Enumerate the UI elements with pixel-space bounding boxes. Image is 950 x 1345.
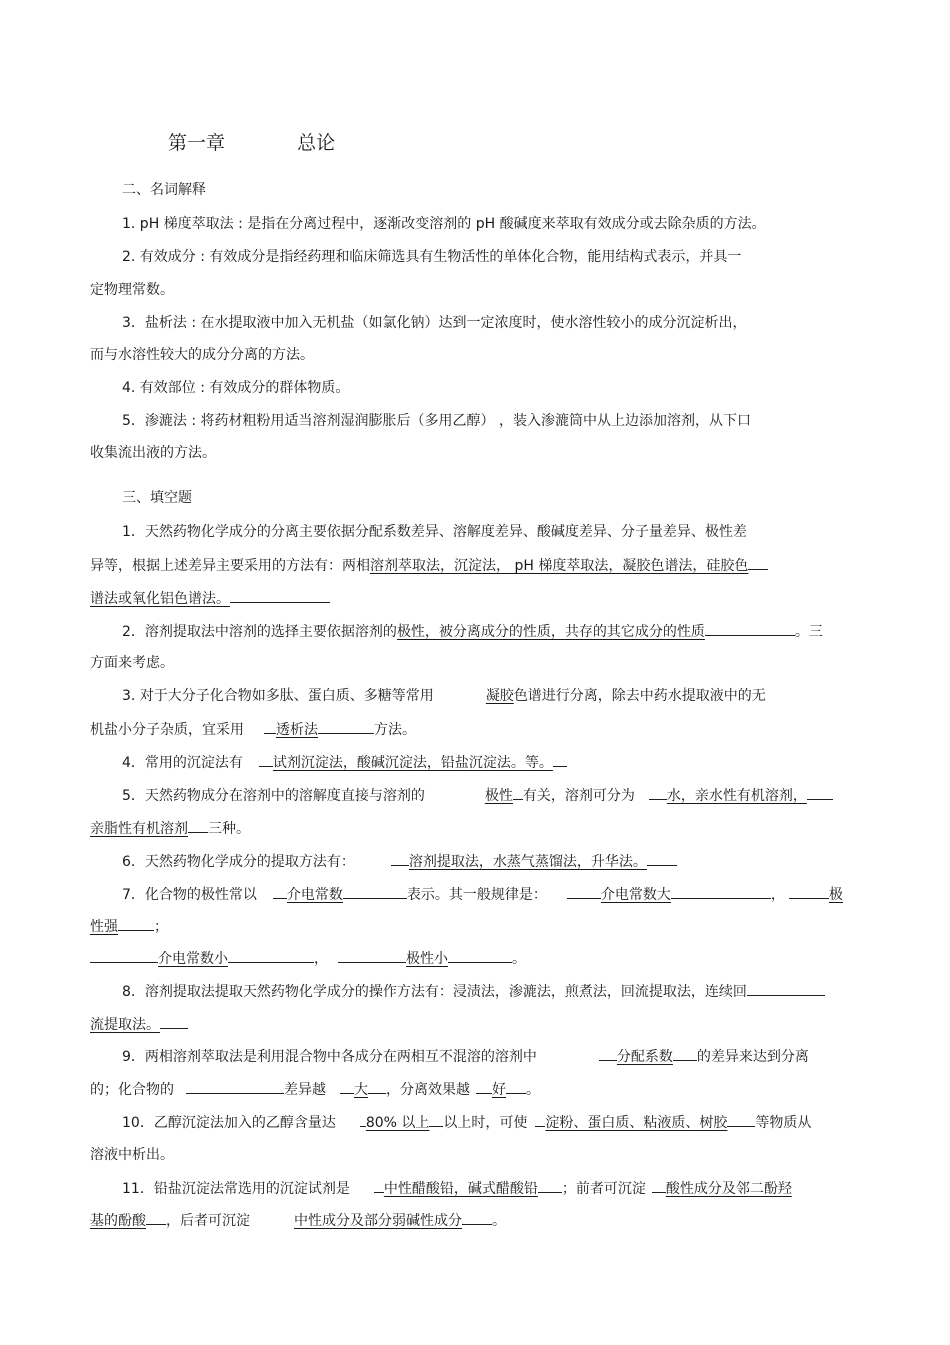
fill-q1-answer: 溶剂萃取法，沉淀法， pH 梯度萃取法，凝胶色谱法，硅胶色 — [370, 558, 749, 574]
term-item-2-cont: 定物理常数。 — [90, 282, 174, 298]
fill-q6 — [122, 851, 677, 872]
fill-q2-cont: 方面来考虑。 — [90, 655, 174, 671]
fill-q9 — [122, 1046, 809, 1067]
fill-q5-prefix: 5．天然药物成分在溶剂中的溶解度直接与溶剂的 — [122, 788, 425, 804]
blank-line — [391, 851, 409, 866]
blank-line — [160, 1014, 188, 1029]
section-heading-terms: 二、名词解释 — [122, 182, 206, 198]
blank-line — [374, 1178, 384, 1193]
fill-q3 — [122, 686, 766, 706]
fill-q10-mid: 以上时，可使 — [443, 1115, 528, 1131]
fill-q1: 1．天然药物化学成分的分离主要依据分配系数差异、溶解度差异、酸碱度差异、分子量差异、极性差 — [122, 524, 747, 540]
fill-q11-mid: ；前者可沉淀 — [561, 1181, 646, 1197]
fill-q9-answer-3: 好 — [492, 1082, 506, 1098]
blank-line — [259, 752, 273, 767]
term-item-1: 1. pH 梯度萃取法 : 是指在分离过程中，逐渐改变溶剂的 pH 酸碱度来萃取有效成分或去除杂质的方法。 — [122, 216, 766, 232]
blank-line — [506, 1079, 526, 1094]
fill-q7-answer-3-cont: 性强 — [90, 919, 118, 935]
fill-q7-answer-1: 介电常数 — [286, 887, 343, 903]
blank-line — [705, 621, 795, 636]
fill-q5-line2 — [90, 818, 250, 839]
fill-q10-prefix: 10．乙醇沉淀法加入的乙醇含量达 — [122, 1115, 336, 1131]
blank-line — [747, 981, 825, 996]
fill-q6-prefix: 6．天然药物化学成分的提取方法有： — [122, 854, 355, 870]
fill-q7-mid: 表示。其一般规律是： — [406, 887, 547, 903]
fill-q8-prefix: 8．溶剂提取法提取天然药物化学成分的操作方法有：浸渍法，渗漉法，煎煮法，回流提取法，连续回 — [122, 984, 747, 1000]
term-item-4: 4. 有效部位 : 有效成分的群体物质。 — [122, 380, 350, 396]
blank-line — [671, 884, 771, 899]
blank-line — [553, 752, 567, 767]
section-heading-fill: 三、填空题 — [122, 490, 192, 506]
fill-q11-mid-2: ，后者可沉淀 — [166, 1213, 250, 1229]
fill-q9-prefix-2: 的；化合物的 — [90, 1082, 174, 1098]
fill-q9-answer-2: 大 — [354, 1082, 368, 1098]
fill-q3-line2 — [90, 719, 416, 740]
fill-q10-answer-2: 淀粉、蛋白质、粘液质、树胶 — [545, 1115, 728, 1131]
blank-line — [188, 818, 208, 833]
fill-q7-answer-2: 介电常数大 — [600, 887, 671, 903]
blank-line — [647, 851, 677, 866]
fill-q5-answer-3: 亲脂性有机溶剂 — [90, 821, 188, 837]
fill-q11 — [122, 1178, 792, 1199]
term-item-3: 3．盐析法 : 在水提取液中加入无机盐（如氯化钠）达到一定浓度时，使水溶性较小的成分沉淀析出， — [122, 315, 747, 331]
fill-q11-answer-1: 中性醋酸铅，碱式醋酸铅 — [383, 1181, 538, 1197]
blank-line — [652, 1178, 666, 1193]
blank-line — [338, 948, 406, 963]
blank-line — [538, 1178, 562, 1193]
blank-line — [807, 785, 833, 800]
fill-q3-answer-2: 透析法 — [276, 722, 318, 738]
blank-line — [789, 884, 829, 899]
fill-q11-line2 — [90, 1210, 506, 1231]
fill-q5-answer-2: 水，亲水性有机溶剂， — [666, 788, 807, 804]
fill-q7-prefix: 7．化合物的极性常以 — [122, 887, 257, 903]
fill-q11-answer-2: 酸性成分及邻二酚羟 — [665, 1181, 792, 1197]
fill-q5 — [122, 785, 833, 806]
chapter-title — [168, 130, 335, 156]
fill-q7-answer-5: 极性小 — [406, 951, 448, 967]
blank-line — [567, 884, 601, 899]
fill-q8 — [122, 981, 825, 1002]
blank-line — [513, 785, 523, 800]
blank-line — [146, 1210, 166, 1225]
fill-q9-mid-2: ，分离效果越 — [386, 1082, 470, 1098]
fill-q2-suffix: 。三 — [794, 624, 823, 640]
fill-q4 — [122, 752, 567, 773]
term-item-5-cont: 收集流出液的方法。 — [90, 445, 216, 461]
fill-q1-line3 — [90, 588, 330, 609]
blank-line — [368, 1079, 386, 1094]
fill-q7-answer-3: 极 — [828, 887, 843, 903]
blank-line — [476, 1079, 492, 1094]
blank-line — [448, 948, 512, 963]
fill-q7-line2 — [90, 916, 168, 937]
fill-q11-prefix: 11．铅盐沉淀法常选用的沉淀试剂是 — [122, 1181, 350, 1197]
fill-q8-answer: 流提取法。 — [90, 1017, 160, 1033]
fill-q5-answer-1: 极性 — [484, 788, 513, 804]
chapter-number: 第一章 — [168, 132, 226, 154]
fill-q9-line2 — [90, 1079, 540, 1100]
fill-q4-answer: 试剂沉淀法，酸碱沉淀法，铅盐沉淀法。等。 — [272, 755, 553, 771]
blank-line — [649, 785, 667, 800]
blank-line — [343, 884, 407, 899]
blank-line — [429, 1112, 443, 1127]
fill-q9-answer: 分配系数 — [616, 1049, 673, 1065]
blank-line — [340, 1079, 354, 1094]
term-item-5: 5．渗漉法 : 将药材粗粉用适当溶剂湿润膨胀后（多用乙醇） ，装入渗漉筒中从上边添加溶剂，从下口 — [122, 413, 751, 429]
blank-line — [118, 916, 154, 931]
fill-q7-comma: ， — [770, 887, 785, 903]
blank-line — [599, 1046, 617, 1061]
fill-q5-suffix: 三种。 — [208, 821, 250, 837]
fill-q5-mid: 有关，溶剂可分为 — [522, 788, 635, 804]
blank-line — [748, 555, 768, 570]
fill-q9-suffix: 的差异来达到分离 — [696, 1049, 809, 1065]
blank-line — [264, 719, 276, 734]
fill-q2-answer: 极性，被分离成分的性质，共存的其它成分的性质 — [396, 624, 705, 640]
chapter-name: 总论 — [297, 132, 336, 154]
fill-q9-mid: 差异越 — [284, 1082, 326, 1098]
fill-q3-suffix: 方法。 — [374, 722, 416, 738]
blank-line — [462, 1210, 492, 1225]
fill-q7-comma-2: ， — [314, 951, 328, 967]
fill-q3-prefix-2: 机盐小分子杂质，宜采用 — [90, 722, 244, 738]
fill-q1-answer-cont: 谱法或氧化铝色谱法。 — [90, 591, 230, 607]
fill-q1-line2 — [90, 555, 768, 576]
blank-line — [230, 588, 330, 603]
fill-q11-period: 。 — [492, 1213, 506, 1229]
blank-line — [228, 948, 314, 963]
fill-q10-answer-1: 80% 以上 — [365, 1115, 430, 1131]
fill-q7-answer-4: 介电常数小 — [158, 951, 228, 967]
fill-q7 — [122, 884, 843, 905]
fill-q9-prefix: 9．两相溶剂萃取法是利用混合物中各成分在两相互不混溶的溶剂中 — [122, 1049, 537, 1065]
fill-q7-line3 — [90, 948, 526, 969]
fill-q7-period: 。 — [512, 951, 526, 967]
blank-line — [727, 1112, 755, 1127]
fill-q2-prefix: 2．溶剂提取法中溶剂的选择主要依据溶剂的 — [122, 624, 397, 640]
blank-line — [273, 884, 287, 899]
fill-q11-answer-3: 中性成分及部分弱碱性成分 — [294, 1213, 462, 1229]
fill-q7-semicolon: ； — [154, 919, 168, 935]
fill-q9-period: 。 — [526, 1082, 540, 1098]
blank-line — [318, 719, 374, 734]
term-item-3-cont: 而与水溶性较大的成分分离的方法。 — [90, 347, 314, 363]
blank-line — [90, 948, 158, 963]
fill-q6-answer: 溶剂提取法，水蒸气蒸馏法，升华法。 — [408, 854, 647, 870]
fill-q10-cont: 溶液中析出。 — [90, 1147, 174, 1163]
blank-line — [535, 1112, 545, 1127]
blank-line — [186, 1079, 284, 1094]
fill-q10-suffix: 等物质从 — [755, 1115, 812, 1131]
fill-q1-prefix: 异等，根据上述差异主要采用的方法有：两相 — [90, 558, 370, 574]
fill-q10 — [122, 1112, 811, 1133]
fill-q2 — [122, 621, 823, 642]
blank-line — [673, 1046, 697, 1061]
fill-q4-prefix: 4．常用的沉淀法有 — [122, 755, 243, 771]
term-item-2: 2. 有效成分 : 有效成分是指经药理和临床筛选具有生物活性的单体化合物，能用结构式表示，并具一 — [122, 249, 742, 265]
fill-q11-answer-2-cont: 基的酚酸 — [90, 1213, 146, 1229]
fill-q3-answer-1: 凝胶 — [485, 688, 514, 704]
fill-q3-mid: 色谱进行分离，除去中药水提取液中的无 — [513, 688, 766, 704]
fill-q8-line2 — [90, 1014, 188, 1035]
fill-q3-prefix: 3. 对于大分子化合物如多肽、蛋白质、多糖等常用 — [122, 688, 434, 704]
